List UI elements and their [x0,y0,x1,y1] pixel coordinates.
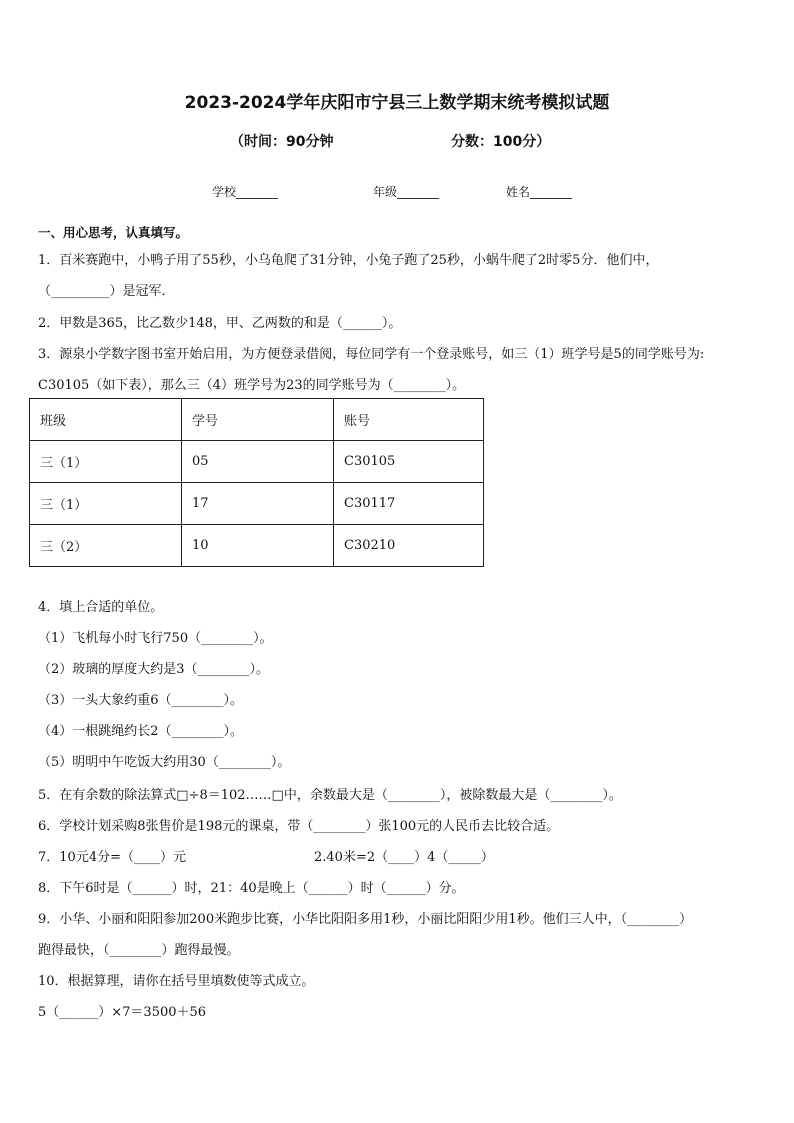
question-7-part-b: 2.40米=2（____）4（_____） [314,850,494,865]
question-1-line-1: 1．百米赛跑中，小鸭子用了55秒，小乌龟爬了31分钟，小兔子跑了25秒，小蜗牛爬了2时零5分．他们中， [38,253,659,268]
question-10: 10．根据算理，请你在括号里填数使等式成立。 [38,974,315,989]
score-label: 分数：100分） [451,134,551,150]
table-row [30,483,484,525]
question-6: 6．学校计划采购8张售价是198元的课桌，带（________）张100元的人民币去比较合适。 [38,819,560,834]
account-table [29,398,484,567]
table-cell: 三（2） [30,525,182,567]
question-3-line-2: C30105（如下表），那么三（4）班学号为23的同学账号为（________）。 [38,378,466,393]
question-4-item: （5）明明中午吃饭大约用30（________）。 [38,755,291,770]
time-label: （时间：90分钟 [230,134,334,150]
question-4-item: （3）一头大象约重6（________）。 [38,693,244,708]
question-2: 2．甲数是365，比乙数少148，甲、乙两数的和是（______）。 [38,316,402,331]
table-cell: C30210 [334,525,484,567]
question-4-item: （1）飞机每小时飞行750（________）。 [38,631,273,646]
question-9-line-2: 跑得最快，（________）跑得最慢。 [38,943,240,958]
school-field[interactable]: 学校_______ [212,185,279,199]
question-10-equation: 5（______）×7＝3500＋56 [38,1005,207,1020]
question-4-item: （2）玻璃的厚度大约是3（________）。 [38,662,270,677]
section-heading: 一、用心思考，认真填写。 [38,225,189,240]
grade-field[interactable]: 年级_______ [373,185,440,199]
table-header-cell: 账号 [334,399,484,441]
question-3-line-1: 3．源泉小学数字图书室开始启用，为方便登录借阅，每位同学有一个登录账号，如三（1）班学号是5的同学账号为: [38,347,705,362]
table-header-cell: 学号 [182,399,334,441]
question-4-item: （4）一根跳绳约长2（________）。 [38,724,244,739]
table-cell: C30105 [334,441,484,483]
table-cell: C30117 [334,483,484,525]
table-header-cell: 班级 [30,399,182,441]
table-cell: 05 [182,441,334,483]
table-row [30,525,484,567]
question-1-line-2: （_________）是冠军． [38,284,175,299]
question-7-part-a: 7．10元4分=（____）元 [38,850,186,865]
question-4: 4．填上合适的单位。 [38,600,164,615]
question-5: 5．在有余数的除法算式□÷8＝102……□中，余数最大是（________），被除数最大是（________）。 [38,788,622,803]
question-9-line-1: 9．小华、小丽和阳阳参加200米跑步比赛，小华比阳阳多用1秒，小丽比阳阳少用1秒。他们三人中，（________） [38,912,693,927]
table-cell: 17 [182,483,334,525]
table-row [30,441,484,483]
table-cell: 三（1） [30,483,182,525]
name-field[interactable]: 姓名_______ [506,185,573,199]
table-cell: 三（1） [30,441,182,483]
page-title: 2023-2024学年庆阳市宁县三上数学期末统考模拟试题 [184,93,610,113]
table-header-row [30,399,484,441]
question-8: 8．下午6时是（______）时，21：40是晚上（______）时（______）分。 [38,881,465,896]
table-cell: 10 [182,525,334,567]
